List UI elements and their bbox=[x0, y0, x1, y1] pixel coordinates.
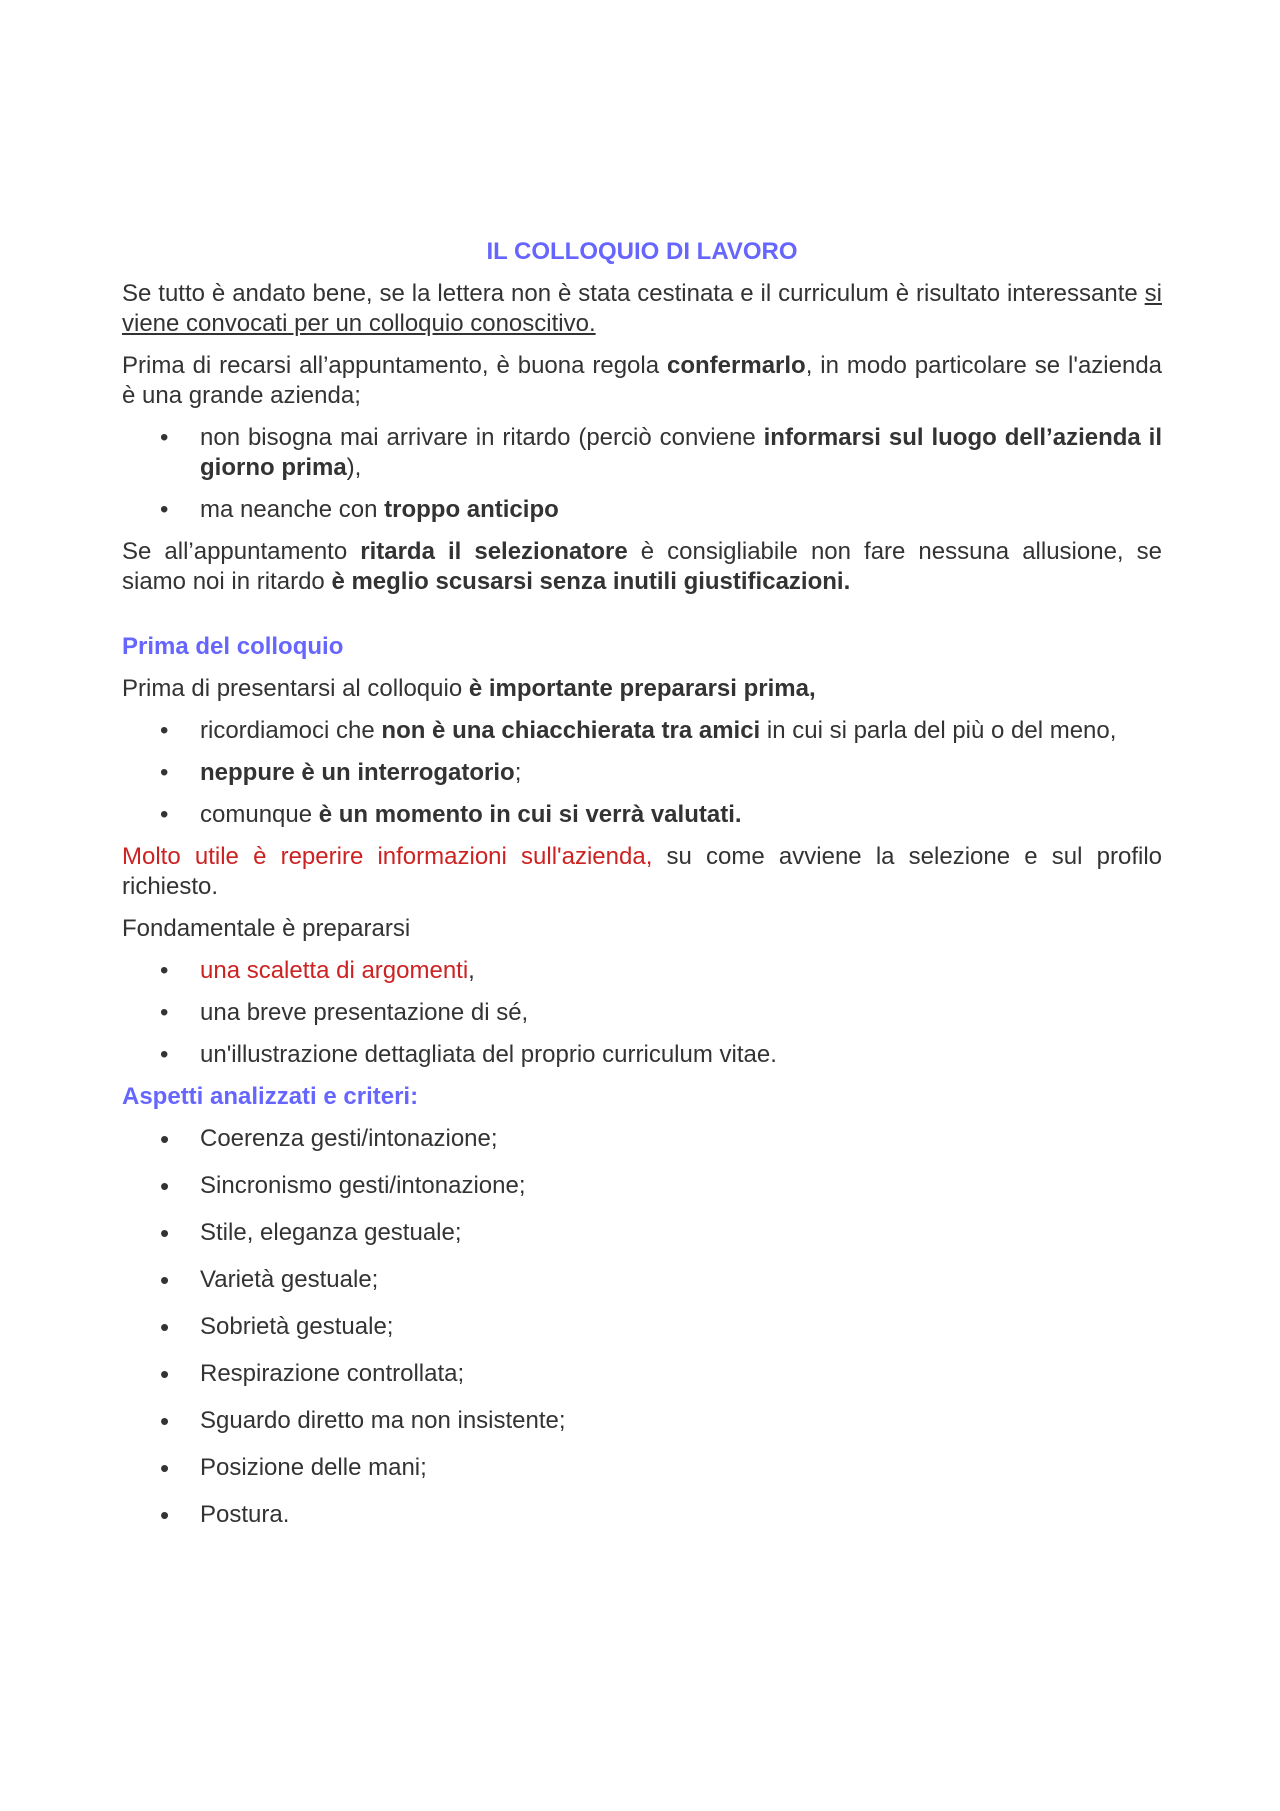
bullet-icon: • bbox=[160, 957, 169, 984]
bullet-icon: • bbox=[160, 1312, 170, 1342]
document-body bbox=[122, 237, 1162, 1547]
list-item bbox=[122, 716, 1162, 746]
delay-paragraph bbox=[122, 537, 1162, 597]
text-run: Prima di recarsi all’appuntamento, è buona regola bbox=[122, 352, 667, 379]
text-run: , bbox=[468, 957, 475, 984]
bullet-icon: • bbox=[160, 496, 169, 523]
list-item bbox=[122, 1453, 1162, 1483]
text-run: in cui si parla del più o del meno, bbox=[760, 717, 1117, 744]
criteria-text: Postura. bbox=[200, 1501, 290, 1528]
list-item bbox=[122, 1171, 1162, 1201]
text-run: ricordiamoci che bbox=[200, 717, 382, 744]
list-item bbox=[122, 956, 1162, 986]
bullet-icon: • bbox=[160, 717, 169, 744]
text-run: comunque bbox=[200, 801, 319, 828]
criteria-text: Posizione delle mani; bbox=[200, 1454, 427, 1481]
bullet-icon: • bbox=[160, 1359, 170, 1389]
text-run: su come avviene la selezione e sul profilo richiesto. bbox=[122, 843, 1162, 900]
text-run: un'illustrazione dettagliata del proprio curriculum vitae. bbox=[200, 1041, 777, 1068]
bold-run: troppo anticipo bbox=[384, 496, 559, 523]
timing-list bbox=[122, 423, 1162, 525]
highlight-run: Molto utile è reperire informazioni sull'azienda, bbox=[122, 843, 653, 870]
text-run: , in modo particolare se l'azienda è una grande azienda; bbox=[122, 352, 1163, 409]
list-item bbox=[122, 1406, 1162, 1436]
section-heading-prima: Prima del colloquio bbox=[122, 633, 344, 660]
criteria-text: Respirazione controllata; bbox=[200, 1360, 465, 1387]
text-run: non bisogna mai arrivare in ritardo (perciò conviene bbox=[200, 424, 764, 451]
criteria-text: Sguardo diretto ma non insistente; bbox=[200, 1407, 566, 1434]
intro-text: Se tutto è andato bene, se la lettera non è stata cestinata e il curriculum è risultato interessante bbox=[122, 280, 1145, 307]
intro-paragraph bbox=[122, 279, 1162, 339]
bullet-icon: • bbox=[160, 1218, 170, 1248]
list-item bbox=[122, 1359, 1162, 1389]
bold-run: non è una chiacchierata tra amici bbox=[381, 717, 761, 744]
bullet-icon: • bbox=[160, 424, 169, 451]
bullet-icon: • bbox=[160, 1406, 170, 1436]
text-run: una breve presentazione di sé, bbox=[200, 999, 529, 1026]
list-item bbox=[122, 998, 1162, 1028]
criteria-text: Stile, eleganza gestuale; bbox=[200, 1219, 462, 1246]
bullet-icon: • bbox=[160, 759, 169, 786]
criteria-text: Sincronismo gesti/intonazione; bbox=[200, 1172, 526, 1199]
list-item bbox=[122, 1218, 1162, 1248]
intro-underlined: si viene convocati per un colloquio conoscitivo. bbox=[122, 280, 1162, 337]
list-item bbox=[122, 1500, 1162, 1530]
section-heading-aspetti: Aspetti analizzati e criteri: bbox=[122, 1083, 419, 1110]
bullet-icon: • bbox=[160, 1265, 170, 1295]
highlight-run: una scaletta di argomenti bbox=[200, 957, 469, 984]
list-item bbox=[122, 1312, 1162, 1342]
list-item bbox=[122, 1265, 1162, 1295]
criteria-list bbox=[122, 1124, 1162, 1530]
criteria-text: Sobrietà gestuale; bbox=[200, 1313, 394, 1340]
list-item bbox=[122, 423, 1162, 483]
text-run: Se all’appuntamento bbox=[122, 538, 361, 565]
bold-run: è meglio scusarsi senza inutili giustificazioni. bbox=[331, 568, 851, 595]
bold-run: confermarlo bbox=[667, 352, 806, 379]
bold-run: informarsi sul luogo dell’azienda il giorno prima bbox=[200, 424, 1162, 481]
list-item bbox=[122, 495, 1162, 525]
text-run: Prima di presentarsi al colloquio bbox=[122, 675, 469, 702]
bullet-icon: • bbox=[160, 1171, 170, 1201]
document-title: IL COLLOQUIO DI LAVORO bbox=[486, 238, 798, 265]
bold-run: ritarda il selezionatore bbox=[360, 538, 628, 565]
fundamental-paragraph: Fondamentale è prepararsi bbox=[122, 915, 411, 942]
criteria-text: Varietà gestuale; bbox=[200, 1266, 379, 1293]
bold-run: è un momento in cui si verrà valutati. bbox=[318, 801, 742, 828]
bullet-icon: • bbox=[160, 801, 169, 828]
text-run: ; bbox=[514, 759, 522, 786]
bullet-icon: • bbox=[160, 1041, 169, 1068]
bullet-icon: • bbox=[160, 1124, 170, 1154]
confirm-paragraph bbox=[122, 351, 1162, 411]
text-run: è consigliabile non fare nessuna allusione, se siamo noi in ritardo bbox=[122, 538, 1162, 595]
list-item bbox=[122, 800, 1162, 830]
text-run: ma neanche con bbox=[200, 496, 385, 523]
prepare-list bbox=[122, 956, 1162, 1070]
bullet-icon: • bbox=[160, 1500, 170, 1530]
list-item bbox=[122, 1124, 1162, 1154]
colloquio-list bbox=[122, 716, 1162, 830]
list-item bbox=[122, 758, 1162, 788]
text-run: ), bbox=[346, 454, 362, 481]
bullet-icon: • bbox=[160, 999, 169, 1026]
bold-run: neppure è un interrogatorio bbox=[200, 759, 515, 786]
info-paragraph bbox=[122, 842, 1162, 902]
criteria-text: Coerenza gesti/intonazione; bbox=[200, 1125, 498, 1152]
bullet-icon: • bbox=[160, 1453, 170, 1483]
list-item bbox=[122, 1040, 1162, 1070]
bold-run: è importante prepararsi prima, bbox=[468, 675, 816, 702]
prepare-paragraph bbox=[122, 674, 1162, 704]
